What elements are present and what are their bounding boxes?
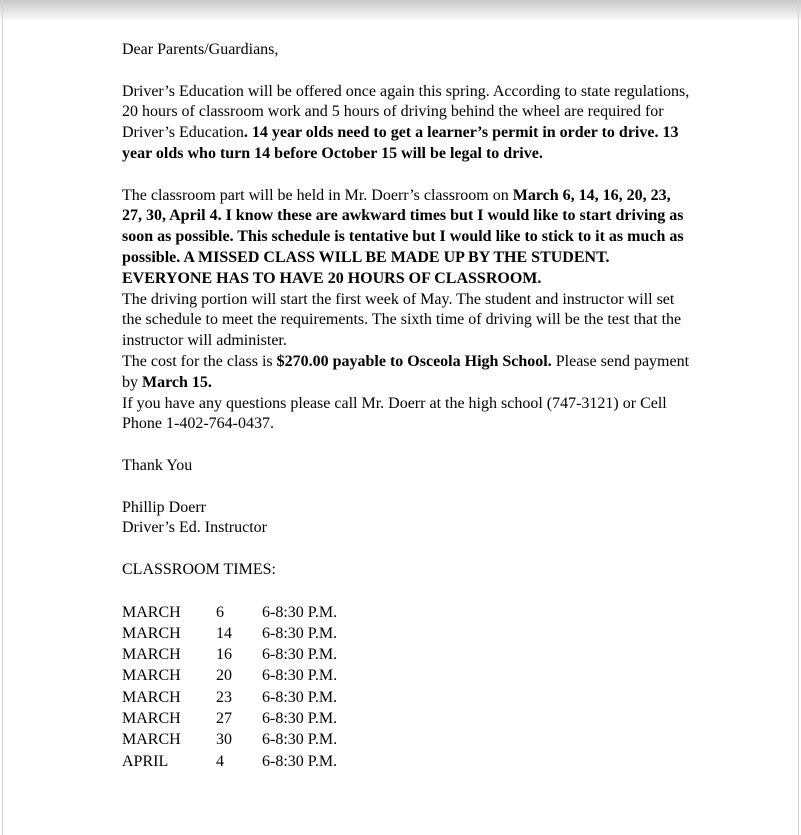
schedule-day: 27 [216,710,232,727]
schedule-time: 6-8:30 P.M. [262,710,338,727]
schedule-time: 6-8:30 P.M. [262,731,338,749]
payment-text: Please send payment by [122,352,690,391]
table-row [122,665,337,686]
schedule-day: 30 [216,731,232,749]
schedule-day: 4 [216,752,224,770]
table-row [122,644,337,665]
letter-body [122,40,692,772]
paragraph-intro [122,82,692,165]
classroom-text: The classroom part will be held in Mr. Doerr’s classroom on [122,186,513,204]
schedule-month: MARCH [122,624,181,642]
schedule-month: MARCH [122,646,181,664]
schedule-day: 6 [216,603,224,621]
signature-name: Phillip Doerr [122,498,206,516]
schedule-time: 6-8:30 P.M. [262,624,338,642]
classroom-bold-text: March 6, 14, 16, 20, 23, 27, 30, April 4. I know these are awkward times but I would like to start driving as soon as possible. This schedule is tentative but I would like to stick to it as much as possible. A MISSED CLASS WILL BE MADE UP BY THE STUDENT. EVERYONE HAS TO HAVE 20 HOURS OF CLASSROOM. [122,186,684,287]
intro-bold-text: . 14 year olds need to get a learner’s permit in order to drive. 13 year olds who turn 14 before October 15 will be legal to drive. [122,124,679,162]
schedule-day: 23 [216,688,232,706]
schedule-time: 6-8:30 P.M. [262,667,338,685]
closing: Thank You [122,456,193,474]
table-row [122,708,337,729]
schedule-month: MARCH [122,603,181,621]
paragraph-classroom [122,186,692,290]
schedule-day: 20 [216,667,232,685]
schedule-month: MARCH [122,731,181,749]
classroom-schedule-table [122,602,337,772]
schedule-month: APRIL [122,752,169,770]
schedule-day: 16 [216,646,232,664]
schedule-time: 6-8:30 P.M. [262,603,338,621]
payment-deadline: March 15. [142,373,212,391]
intro-text: Driver’s Education will be offered once again this spring. According to state regulations, 20 hours of classroom work and 5 hours of driving behind the wheel are required for Driver’s Education [122,82,690,142]
schedule-time: 6-8:30 P.M. [262,646,338,664]
schedule-month: MARCH [122,667,181,685]
schedule-time: 6-8:30 P.M. [262,688,338,706]
table-row [122,729,337,750]
salutation: Dear Parents/Guardians, [122,41,279,58]
schedule-month: MARCH [122,710,181,727]
schedule-heading: CLASSROOM TIMES: [122,560,276,578]
paragraph-contact: If you have any questions please call Mr. Doerr at the high school (747-3121) or Cell Phone 1-402-764-0437. [122,394,667,433]
schedule-time: 6-8:30 P.M. [262,752,338,770]
table-row [122,687,337,708]
table-row [122,751,337,772]
cost-amount: $270.00 payable to Osceola High School. [276,352,552,370]
schedule-day: 14 [216,624,232,642]
signature-title: Driver’s Ed. Instructor [122,519,267,537]
document-page [2,0,799,835]
paragraph-cost [122,352,692,394]
table-row [122,623,337,644]
paragraph-driving: The driving portion will start the first week of May. The student and instructor will set the schedule to meet the requirements. The sixth time of driving will be the test that the instructor will administer. [122,290,682,350]
table-row [122,602,337,623]
schedule-month: MARCH [122,688,181,706]
cost-text: The cost for the class is [122,352,277,370]
